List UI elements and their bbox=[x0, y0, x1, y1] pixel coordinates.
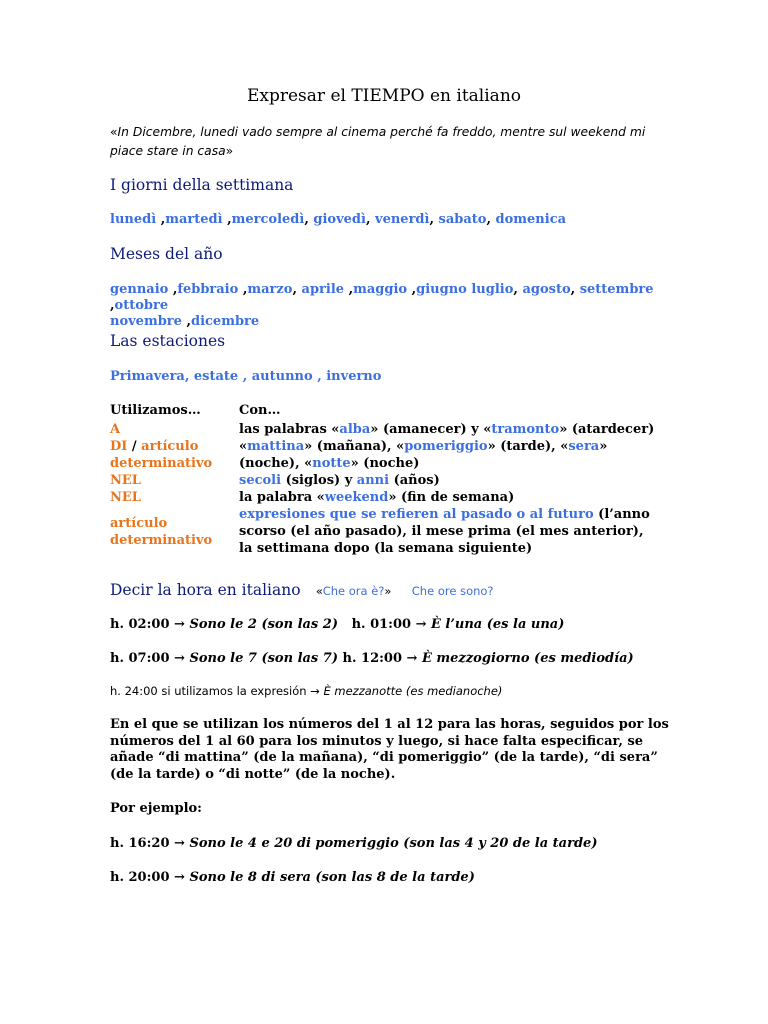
text: artículo determinativo bbox=[110, 439, 213, 471]
usage-left: NEL bbox=[110, 490, 141, 505]
usage-left: A bbox=[110, 422, 121, 437]
usage-right bbox=[239, 472, 659, 489]
example-text: Sono le 2 (son las 2) bbox=[189, 617, 338, 632]
day-item: mercoledì bbox=[231, 212, 305, 227]
day-item: sabato bbox=[438, 212, 487, 227]
highlight-word: anni bbox=[356, 473, 390, 488]
hour-example-4 bbox=[110, 870, 475, 885]
table-row bbox=[110, 489, 659, 506]
time: h. 02:00 → bbox=[110, 617, 185, 632]
day-item: domenica bbox=[495, 212, 567, 227]
usage-left bbox=[110, 438, 239, 472]
question-2: Che ore sono? bbox=[411, 584, 494, 598]
highlight-word: secoli bbox=[239, 473, 282, 488]
highlight-word: pomeriggio bbox=[404, 439, 488, 454]
text: « bbox=[315, 584, 323, 598]
month-item: giugno luglio bbox=[416, 282, 514, 297]
text: h. 24:00 si utilizamos la expresión → bbox=[110, 684, 320, 698]
text: » (noche), « bbox=[239, 439, 608, 471]
midnight-line bbox=[110, 684, 502, 698]
time: h. 07:00 → bbox=[110, 651, 185, 666]
table-row bbox=[110, 402, 659, 421]
day-item: martedì bbox=[165, 212, 223, 227]
month-item: dicembre bbox=[190, 314, 260, 329]
time: h. 16:20 → bbox=[110, 836, 185, 851]
text: / bbox=[127, 439, 142, 454]
month-item: agosto bbox=[522, 282, 571, 297]
month-item: ottobre bbox=[114, 298, 169, 313]
highlight-word: sera bbox=[568, 439, 600, 454]
day-item: venerdì bbox=[375, 212, 430, 227]
table-row bbox=[110, 421, 659, 438]
month-item: febbraio bbox=[177, 282, 239, 297]
table-row bbox=[110, 438, 659, 472]
hour-example-3 bbox=[110, 836, 597, 851]
month-item: gennaio bbox=[110, 282, 169, 297]
usage-left: NEL bbox=[110, 473, 141, 488]
text: » (fin de semana) bbox=[388, 490, 515, 505]
quote-text: In Dicembre, lunedi vado sempre al cinema perché fa freddo, mentre sul weekend mi piace stare in casa bbox=[110, 125, 646, 158]
month-item: settembre bbox=[579, 282, 654, 297]
text: » (amanecer) y « bbox=[370, 422, 492, 437]
text: » (mañana), « bbox=[304, 439, 405, 454]
highlight-word: alba bbox=[339, 422, 371, 437]
quote-close: » bbox=[225, 144, 234, 158]
months-list: gennaio ,febbraio ,marzo, aprile ,maggio ,giugno luglio, agosto, settembre ,ottobre novembre ,dicembre bbox=[110, 282, 654, 329]
table-row bbox=[110, 506, 659, 557]
example-text: Sono le 4 e 20 di pomeriggio (son las 4 y 20 de la tarde) bbox=[189, 836, 598, 851]
day-item: giovedì bbox=[313, 212, 366, 227]
usage-table bbox=[110, 402, 659, 557]
text: » bbox=[384, 584, 392, 598]
month-item: aprile bbox=[301, 282, 345, 297]
highlight-word: tramonto bbox=[491, 422, 560, 437]
text: » (noche) bbox=[350, 456, 420, 471]
example-text: È mezzogiorno (es mediodía) bbox=[421, 651, 634, 666]
usage-right bbox=[239, 506, 659, 557]
hour-example-1 bbox=[110, 617, 564, 632]
text: la palabra « bbox=[239, 490, 325, 505]
example-text: È mezzanotte (es medianoche) bbox=[323, 684, 503, 698]
month-item: novembre bbox=[110, 314, 182, 329]
months-heading: Meses del año bbox=[110, 245, 223, 263]
hora-heading-row bbox=[110, 580, 494, 599]
time: h. 20:00 → bbox=[110, 870, 185, 885]
por-ejemplo: Por ejemplo: bbox=[110, 801, 202, 816]
time: h. 01:00 → bbox=[351, 617, 427, 632]
col1-header: Utilizamos… bbox=[110, 403, 201, 418]
example-text: È l’una (es la una) bbox=[431, 617, 565, 632]
text: (siglos) y bbox=[281, 473, 357, 488]
hour-example-2 bbox=[110, 651, 634, 666]
highlight-word: notte bbox=[312, 456, 351, 471]
day-item: lunedì bbox=[110, 212, 157, 227]
text: « bbox=[239, 439, 248, 454]
example-text: Sono le 8 di sera (son las 8 de la tarde) bbox=[189, 870, 475, 885]
time: h. 12:00 → bbox=[342, 651, 418, 666]
col2-header: Con… bbox=[239, 403, 281, 418]
intro-quote bbox=[110, 123, 670, 161]
text: las palabras « bbox=[239, 422, 340, 437]
highlight-word: mattina bbox=[247, 439, 305, 454]
example-text: Sono le 7 (son las 7) bbox=[189, 651, 338, 666]
days-list: lunedì ,martedì ,mercoledì, giovedì, venerdì, sabato, domenica bbox=[110, 212, 567, 227]
quote-open: « bbox=[110, 125, 118, 139]
explanation-paragraph: En el que se utilizan los números del 1 al 12 para las horas, seguidos por los números del 1 al 60 para los minutos y luego, si hace falta especificar, se añade “di mattina” (de la mañana), “di pomeriggio” (de la tarde), “di sera” (de la tarde) o “di notte” (de la noche). bbox=[110, 717, 669, 782]
seasons-list: Primavera, estate , autunno , inverno bbox=[110, 369, 382, 384]
question-1: Che ora è? bbox=[322, 584, 385, 598]
table-row bbox=[110, 472, 659, 489]
text: » (tarde), « bbox=[487, 439, 569, 454]
usage-right bbox=[239, 421, 659, 438]
text: DI bbox=[110, 439, 128, 454]
text: (l’anno scorso (el año pasado), il mese prima (el mes anterior), la settimana dopo (la semana siguiente) bbox=[239, 507, 650, 556]
highlight-word: weekend bbox=[324, 490, 389, 505]
days-heading: I giorni della settimana bbox=[110, 176, 294, 194]
month-item: maggio bbox=[353, 282, 408, 297]
usage-left: artículo determinativo bbox=[110, 515, 213, 548]
document-title: Expresar el TIEMPO en italiano bbox=[246, 86, 522, 106]
month-item: marzo bbox=[247, 282, 293, 297]
text: » (atardecer) bbox=[559, 422, 655, 437]
hora-heading: Decir la hora en italiano bbox=[110, 581, 301, 599]
seasons-heading: Las estaciones bbox=[110, 332, 226, 350]
usage-right bbox=[239, 438, 659, 472]
usage-right bbox=[239, 489, 659, 506]
text: (años) bbox=[389, 473, 440, 488]
highlight-word: expresiones que se refieren al pasado o al futuro bbox=[239, 507, 594, 522]
